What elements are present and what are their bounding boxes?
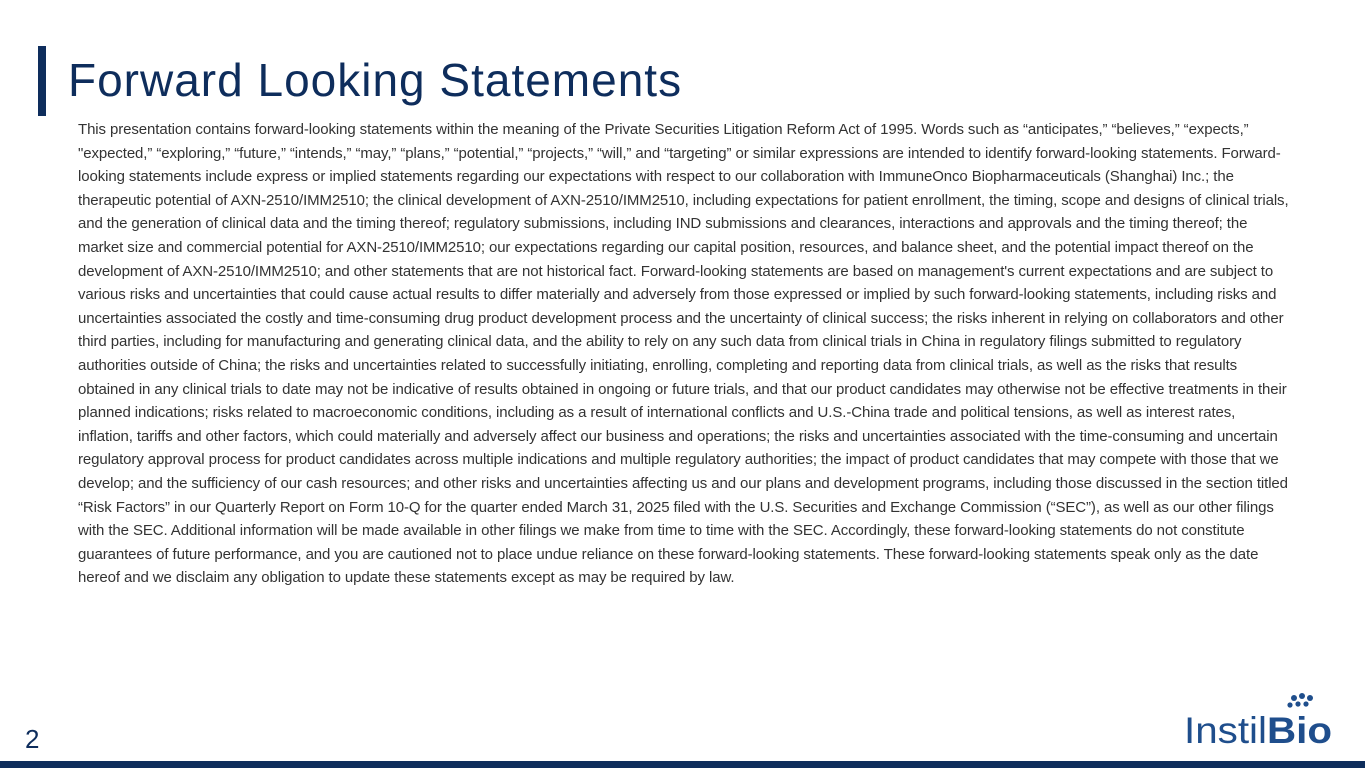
svg-text:InstilBio [1184,710,1332,748]
logo-dot [1291,695,1297,701]
logo-dot [1303,701,1308,706]
disclaimer-body-text: This presentation contains forward-looking statements within the meaning of the Private Securities Litigation Reform Act of 1995. Words such as “anticipates,” “believes,” “expects,” "expected,” “exploring,” “future,” “intends,” “may,” “plans,” “potential,” “projects,” “will,” and “targeting” or similar expressions are intended to identify forward-looking statements. Forward-looking statements include express or implied statements regarding our expectations with respect to our collaboration with ImmuneOnco Biopharmaceuticals (Shanghai) Inc.; the therapeutic potential of AXN-2510/IMM2510; the clinical development of AXN-2510/IMM2510, including expectations for patient enrollment, the timing, scope and designs of clinical trials, and the generation of clinical data and the timing thereof; regulatory submissions, including IND submissions and clearances, interactions and approvals and the timing thereof; the market size and commercial potential for AXN-2510/IMM2510; our expectations regarding our capital position, resources, and balance sheet, and the potential impact thereof on the development of AXN-2510/IMM2510; and other statements that are not historical fact. Forward-looking statements are based on management's current expectations and are subject to various risks and uncertainties that could cause actual results to differ materially and adversely from those expressed or implied by such forward-looking statements, including risks and uncertainties associated the costly and time-consuming drug product development process and the uncertainty of clinical success; the risks inherent in relying on collaborators and other third parties, including for manufacturing and generating clinical data, and the ability to rely on any such data from clinical trials in China in regulatory filings submitted to regulatory authorities outside of China; the risks and uncertainties related to successfully initiating, enrolling, completing and reporting data from clinical trials, as well as the risks that results obtained in any clinical trials to date may not be indicative of results obtained in ongoing or future trials, and that our product candidates may otherwise not be effective treatments in their planned indications; risks related to macroeconomic conditions, including as a result of international conflicts and U.S.-China trade and political tensions, as well as interest rates, inflation, tariffs and other factors, which could materially and adversely affect our business and operations; the risks and uncertainties associated with the time-consuming and uncertain regulatory approval process for product candidates across multiple indications and multiple regulatory authorities; the impact of product candidates that may compete with those that we develop; and the sufficiency of our cash resources; and other risks and uncertainties affecting us and our plans and development programs, including those discussed in the section titled “Risk Factors” in our Quarterly Report on Form 10-Q for the quarter ended March 31, 2025 filed with the U.S. Securities and Exchange Commission (“SEC”), as well as our other filings with the SEC. Additional information will be made available in other filings we make from time to time with the SEC. Accordingly, these forward-looking statements do not constitute guarantees of future performance, and you are cautioned not to place undue reliance on these forward-looking statements. These forward-looking statements speak only as the date hereof and we disclaim any obligation to update these statements except as may be required by law. [78,121,1289,587]
logo-text-instil: Instil [1184,710,1261,748]
logo-text-bio: Bio [1266,710,1327,748]
bottom-bar [0,761,1365,768]
instilbio-logo [1184,690,1334,748]
slide-title: Forward Looking Statements [68,54,683,106]
logo-dot [1295,701,1300,706]
page-number: 2 [25,724,40,754]
logo-dot [1299,693,1305,699]
logo-dot [1287,702,1292,707]
title-accent-bar [38,46,46,116]
logo-dot [1307,695,1313,701]
